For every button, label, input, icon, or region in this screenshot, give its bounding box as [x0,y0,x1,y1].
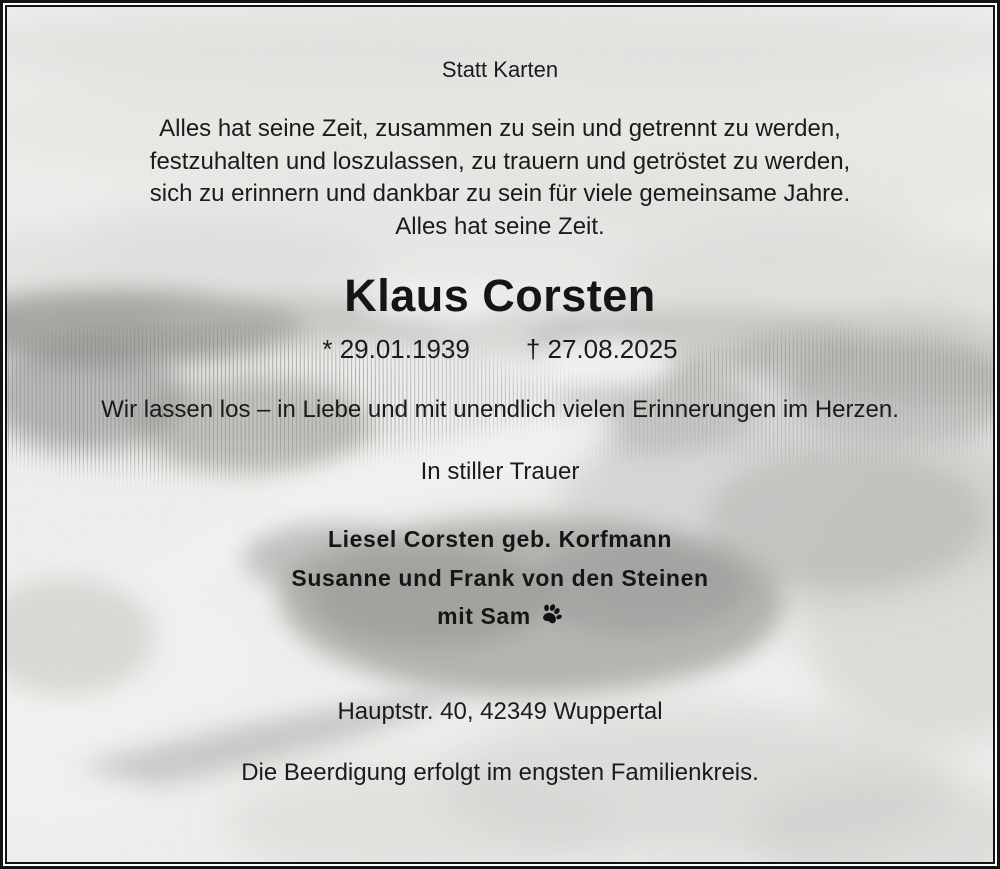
poem-line: Alles hat seine Zeit. [395,212,605,240]
life-dates [7,334,993,365]
mourner-line [7,559,993,598]
farewell-line: Wir lassen los – in Liebe und mit unendlich vielen Erinnerungen im Herzen. [101,396,899,423]
statt-karten-note: Statt Karten [441,57,559,82]
obituary-card [5,5,995,864]
mourner-line [7,520,993,559]
paw-print-icon [536,600,565,629]
poem-line: sich zu erinnern und dankbar zu sein für viele gemeinsame Jahre. [149,180,851,207]
obituary-text [7,7,993,862]
in-stiller-trauer-line: In stiller Trauer [420,458,580,485]
mourner-name: Liesel Corsten geb. Korfmann [328,526,672,552]
deceased-name: Klaus Corsten [344,270,656,321]
poem-line: festzuhalten und loszulassen, zu trauern und getröstet zu werden, [149,147,851,175]
mourner-name: mit Sam [437,603,531,629]
birth-date: * 29.01.1939 [322,334,470,364]
poem-line: Alles hat seine Zeit, zusammen zu sein und getrennt zu werden, [159,115,841,142]
poem [7,113,993,243]
mourner-name: Susanne und Frank von den Steinen [291,564,709,591]
funeral-note: Die Beerdigung erfolgt im engsten Familienkreis. [241,759,759,786]
death-date: † 27.08.2025 [525,334,678,364]
address-line: Hauptstr. 40, 42349 Wuppertal [337,698,663,725]
mourner-line [7,597,993,636]
mourners-list [7,520,993,636]
